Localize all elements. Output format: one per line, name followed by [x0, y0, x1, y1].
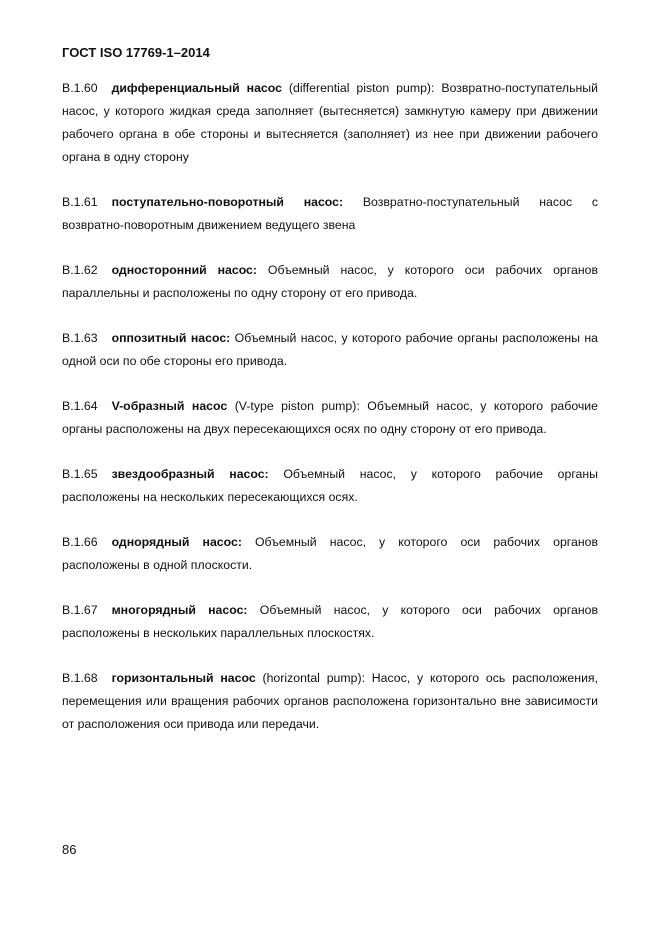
document-body — [62, 77, 598, 758]
term-entry-b166 — [62, 531, 598, 577]
term-entry-b165 — [62, 463, 598, 509]
entry-term: дифференциальный насос — [111, 81, 282, 95]
entry-definition: Объемный насос, у которого оси рабочих органов расположены в нескольких параллельных плоскостях. — [62, 603, 598, 640]
term-entry-b160 — [62, 77, 598, 169]
entry-definition: Объемный насос, у которого рабочие органы расположены на нескольких пересекающихся осях. — [62, 467, 598, 504]
entry-definition: Объемный насос, у которого рабочие органы расположены на одной оси по обе стороны его привода. — [62, 331, 598, 368]
entry-number: В.1.65 — [62, 467, 98, 481]
entry-number: В.1.68 — [62, 671, 98, 685]
document-header: ГОСТ ISO 17769-1–2014 — [62, 45, 210, 60]
page-number: 86 — [62, 842, 77, 857]
entry-term: многорядный насос: — [111, 603, 248, 617]
entry-definition: (differential piston pump): Возвратно-поступательный насос, у которого жидкая среда заполняет (вытесняется) замкнутую камеру при движении рабочего органа в обе стороны и вытесняется (заполняет) из нее при движении рабочего органа в одну сторону — [62, 81, 598, 164]
entry-number: В.1.61 — [62, 195, 98, 209]
entry-term: горизонтальный насос — [111, 671, 256, 685]
term-entry-b167 — [62, 599, 598, 645]
entry-definition: Объемный насос, у которого оси рабочих органов расположены в одной плоскости. — [62, 535, 599, 572]
entry-definition: Возвратно-поступательный насос с возвратно-поворотным движением ведущего звена — [62, 195, 599, 232]
entry-number: В.1.60 — [62, 81, 98, 95]
term-entry-b161 — [62, 191, 598, 237]
entry-term: поступательно-поворотный насос: — [111, 195, 344, 209]
entry-number: В.1.63 — [62, 331, 98, 345]
entry-term: оппозитный насос: — [111, 331, 231, 345]
entry-number: В.1.67 — [62, 603, 98, 617]
entry-number: В.1.64 — [62, 399, 98, 413]
term-entry-b168 — [62, 667, 598, 736]
entry-term: однорядный насос: — [111, 535, 242, 549]
term-entry-b162 — [62, 259, 598, 305]
entry-definition: Объемный насос, у которого оси рабочих органов параллельны и расположены по одну сторону от его привода. — [62, 263, 598, 300]
entry-definition: (horizontal pump): Насос, у которого ось расположения, перемещения или вращения рабочих органов расположена горизонтально вне зависимости от расположения оси привода или передачи. — [62, 671, 599, 731]
term-entry-b163 — [62, 327, 598, 373]
term-entry-b164 — [62, 395, 598, 441]
entry-term: звездообразный насос: — [111, 467, 269, 481]
entry-definition: (V-type piston pump): Объемный насос, у которого рабочие органы расположены на двух пересекающихся осях по одну сторону от его привода. — [62, 399, 598, 436]
entry-term: V-образный насос — [111, 399, 228, 413]
entry-number: В.1.66 — [62, 535, 98, 549]
entry-number: В.1.62 — [62, 263, 98, 277]
entry-term: односторонний насос: — [111, 263, 257, 277]
